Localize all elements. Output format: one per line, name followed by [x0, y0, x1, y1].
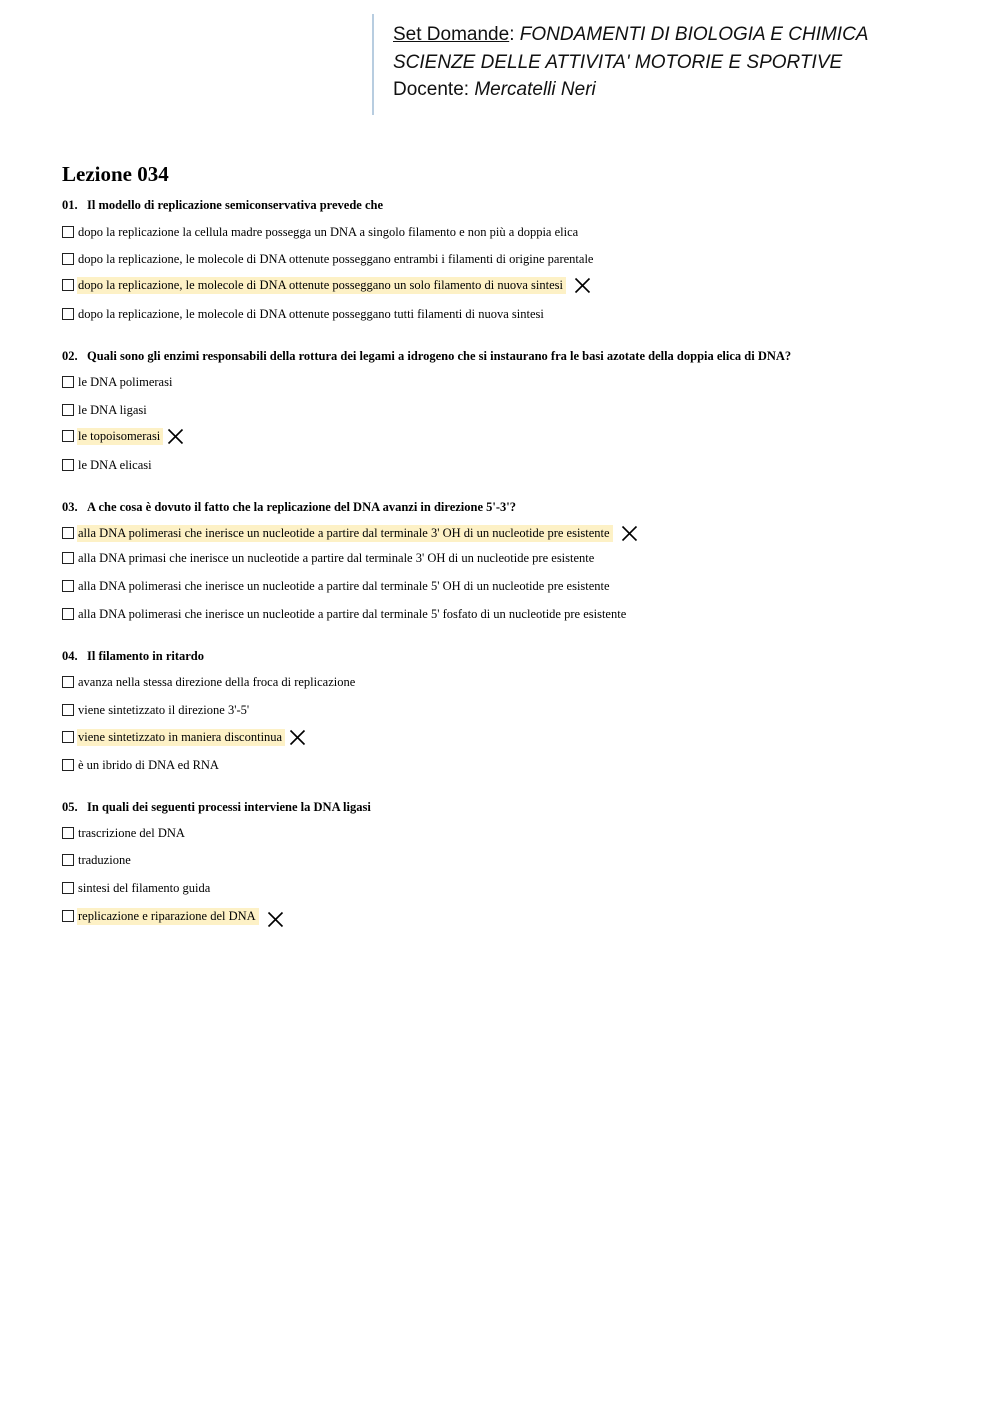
answer-option[interactable] — [62, 702, 252, 718]
answer-text: le DNA elicasi — [78, 457, 152, 472]
cross-mark-icon — [267, 911, 284, 928]
question-text: In quali dei seguenti processi interviene la DNA ligasi — [87, 800, 371, 814]
answer-checkbox[interactable] — [62, 731, 74, 743]
answer-checkbox[interactable] — [62, 376, 74, 388]
answer-checkbox[interactable] — [62, 580, 74, 592]
set-label: Set Domande — [393, 24, 510, 45]
answer-checkbox[interactable] — [62, 279, 74, 291]
answer-option[interactable] — [62, 457, 155, 473]
answer-checkbox[interactable] — [62, 910, 74, 922]
header-line-3 — [393, 76, 868, 104]
answer-option[interactable] — [62, 578, 613, 594]
answer-option[interactable] — [62, 224, 581, 240]
cross-mark-icon — [621, 525, 638, 542]
answer-option-marked[interactable] — [62, 729, 306, 745]
answer-option[interactable] — [62, 674, 358, 690]
teacher-name: Mercatelli Neri — [474, 79, 596, 100]
answer-option[interactable] — [62, 550, 597, 566]
answer-option[interactable] — [62, 402, 150, 418]
answer-checkbox[interactable] — [62, 404, 74, 416]
answer-text-highlighted: le topoisomerasi — [77, 428, 163, 445]
question-text: A che cosa è dovuto il fatto che la replicazione del DNA avanzi in direzione 5'-3'? — [87, 500, 517, 514]
question-text: Il modello di replicazione semiconservativa prevede che — [87, 198, 384, 212]
answer-text: alla DNA primasi che inerisce un nucleotide a partire dal terminale 3' OH di un nucleotide pre esistente — [78, 550, 595, 565]
answer-checkbox[interactable] — [62, 459, 74, 471]
answer-checkbox[interactable] — [62, 608, 74, 620]
answer-text: alla DNA polimerasi che inerisce un nucleotide a partire dal terminale 5' OH di un nucleotide pre esistente — [78, 578, 610, 593]
answer-text: dopo la replicazione la cellula madre possegga un DNA a singolo filamento e non più a doppia elica — [78, 224, 579, 239]
answer-option-marked[interactable] — [62, 525, 638, 541]
answer-checkbox[interactable] — [62, 253, 74, 265]
answer-text: sintesi del filamento guida — [78, 880, 211, 895]
answer-text: le DNA ligasi — [78, 402, 147, 417]
answer-checkbox[interactable] — [62, 308, 74, 320]
answer-option-marked[interactable] — [62, 277, 591, 293]
header-line-1 — [393, 21, 868, 49]
answer-text-highlighted: viene sintetizzato in maniera discontinua — [77, 729, 285, 746]
answer-option[interactable] — [62, 757, 222, 773]
answer-text: avanza nella stessa direzione della froca di replicazione — [78, 674, 356, 689]
answer-option[interactable] — [62, 306, 547, 322]
answer-option[interactable] — [62, 880, 213, 896]
question-heading — [62, 800, 371, 815]
answer-option-marked[interactable] — [62, 428, 184, 444]
cross-mark-icon — [574, 277, 591, 294]
answer-option[interactable] — [62, 852, 134, 868]
answer-option[interactable] — [62, 606, 629, 622]
answer-text: traduzione — [78, 852, 131, 867]
header-divider — [372, 14, 374, 115]
course-name: FONDAMENTI DI BIOLOGIA E CHIMICA — [519, 24, 869, 45]
question-heading — [62, 198, 383, 213]
answer-checkbox[interactable] — [62, 527, 74, 539]
course-degree: SCIENZE DELLE ATTIVITA' MOTORIE E SPORTIVE — [393, 51, 843, 73]
lesson-title: Lezione 034 — [62, 162, 169, 186]
answer-checkbox[interactable] — [62, 854, 74, 866]
question-heading — [62, 649, 204, 664]
answer-text: viene sintetizzato il direzione 3'-5' — [78, 702, 250, 717]
question-text: Il filamento in ritardo — [87, 649, 205, 663]
answer-text-highlighted: dopo la replicazione, le molecole di DNA ottenute posseggano un solo filamento di nuova sintesi — [77, 277, 566, 294]
answer-text: alla DNA polimerasi che inerisce un nucleotide a partire dal terminale 5' fosfato di un nucleotide pre esistente — [78, 606, 627, 621]
answer-text: dopo la replicazione, le molecole di DNA ottenute posseggano entrambi i filamenti di origine parentale — [78, 251, 594, 266]
answer-option[interactable] — [62, 825, 188, 841]
answer-checkbox[interactable] — [62, 676, 74, 688]
answer-text-highlighted: replicazione e riparazione del DNA — [77, 908, 259, 925]
answer-option[interactable] — [62, 251, 596, 267]
question-number: 04. — [62, 649, 78, 663]
question-number: 03. — [62, 500, 78, 514]
answer-text: è un ibrido di DNA ed RNA — [78, 757, 219, 772]
answer-text: le DNA polimerasi — [78, 374, 173, 389]
question-heading — [62, 349, 791, 364]
answer-option[interactable] — [62, 374, 175, 390]
cross-mark-icon — [167, 428, 184, 445]
question-text: Quali sono gli enzimi responsabili della rottura dei legami a idrogeno che si instaurano fra le basi azotate della doppia elica di DNA? — [87, 349, 792, 363]
answer-text: trascrizione del DNA — [78, 825, 185, 840]
answer-checkbox[interactable] — [62, 226, 74, 238]
answer-option-marked[interactable] — [62, 908, 284, 924]
question-number: 02. — [62, 349, 78, 363]
answer-checkbox[interactable] — [62, 827, 74, 839]
teacher-label: Docente: — [393, 79, 475, 100]
question-number: 05. — [62, 800, 78, 814]
answer-text: dopo la replicazione, le molecole di DNA ottenute posseggano tutti filamenti di nuova sintesi — [78, 306, 544, 321]
answer-checkbox[interactable] — [62, 430, 74, 442]
answer-checkbox[interactable] — [62, 704, 74, 716]
answer-checkbox[interactable] — [62, 882, 74, 894]
document-header — [393, 21, 868, 104]
answer-checkbox[interactable] — [62, 552, 74, 564]
cross-mark-icon — [289, 729, 306, 746]
question-heading — [62, 500, 516, 515]
question-number: 01. — [62, 198, 78, 212]
set-colon: : — [509, 24, 520, 45]
answer-text-highlighted: alla DNA polimerasi che inerisce un nucleotide a partire dal terminale 3' OH di un nucleotide pre esistente — [77, 525, 613, 542]
answer-checkbox[interactable] — [62, 759, 74, 771]
